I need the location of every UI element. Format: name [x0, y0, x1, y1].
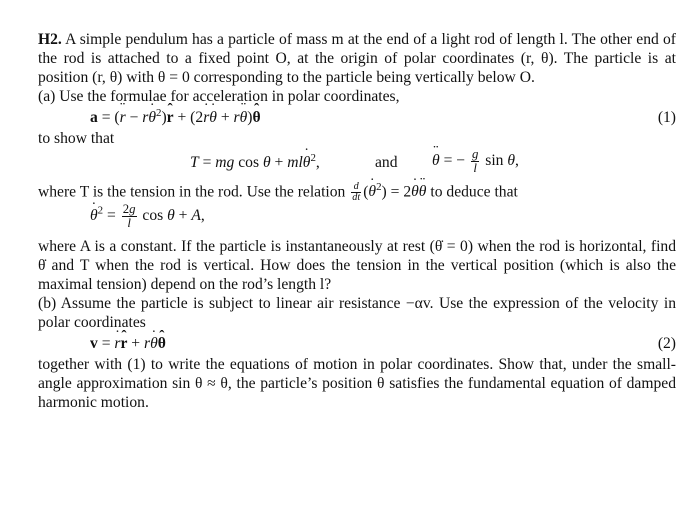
problem-label: H2.: [38, 31, 62, 48]
equation-energy: [38, 203, 676, 237]
part-b-text: (b) Assume the particle is subject to linear air resistance −αv. Use the expression of the velocity in polar coordinates: [38, 295, 676, 332]
tension-sentence: where T is the tension in the rod. Use the relation $\frac{d}{dt}$ (˙ $\theta^2$) = 2˙ θ¨ θ to deduce that: [38, 182, 676, 203]
tension-formula: T = mg cos θ + ml˙ $\theta^2$,: [190, 154, 320, 172]
velocity-formula: v = ˙ rˆ r + r˙ θˆ θ: [90, 332, 166, 355]
intro-text: A simple pendulum has a particle of mass m at the end of a light rod of length l. The other end of the rod is attached to a fixed point O, at the origin of polar coordinates (r, θ). The particle is at position (r, θ) with θ = 0 corresponding to the particle being vertically below O.: [38, 31, 676, 86]
derivative-operator: $\frac{d}{dt}$: [352, 181, 361, 204]
tension-sentence-start: where T is the tension in the rod. Use the relation: [38, 183, 346, 201]
to-show-text: to show that: [38, 130, 115, 147]
theta-ddot-formula: ¨ θ = − $\frac{g}{l}$ sin θ,: [432, 148, 519, 175]
and-word: and: [375, 154, 398, 171]
tension-sentence-end: to deduce that: [430, 183, 518, 201]
equation-1-number: (1): [657, 109, 676, 126]
energy-formula: ˙ $\theta^2$ = $\frac{2g}{l}$ cos θ + A,: [90, 203, 205, 230]
equation-2: [38, 332, 676, 355]
constant-paragraph: where A is a constant. If the particle is instantaneously at rest (θ̇ = 0) when the rod is horizontal, find θ̇ and T when the rod is vertical. How does the tension in the vertical position (which is also the maximal tension) depend on the rod’s length l?: [38, 238, 676, 294]
final-paragraph: together with (1) to write the equations of motion in polar coordinates. Show that, under the small-angle approximation sin θ ≈ θ, the particle’s position θ satisfies the fundamental equation of damped harmonic motion.: [38, 356, 676, 412]
equation-1: [38, 106, 676, 129]
part-a-intro: (a) Use the formulae for acceleration in polar coordinates,: [38, 88, 400, 105]
problem-intro: [38, 30, 676, 87]
equation-2-number: (2): [657, 335, 676, 353]
equation-tension: [38, 148, 676, 182]
acceleration-formula: a = (¨ r − r˙ $\theta^2)ˆ$ r + (2˙ r˙ θ + r¨ θ)ˆ θ: [90, 106, 261, 129]
